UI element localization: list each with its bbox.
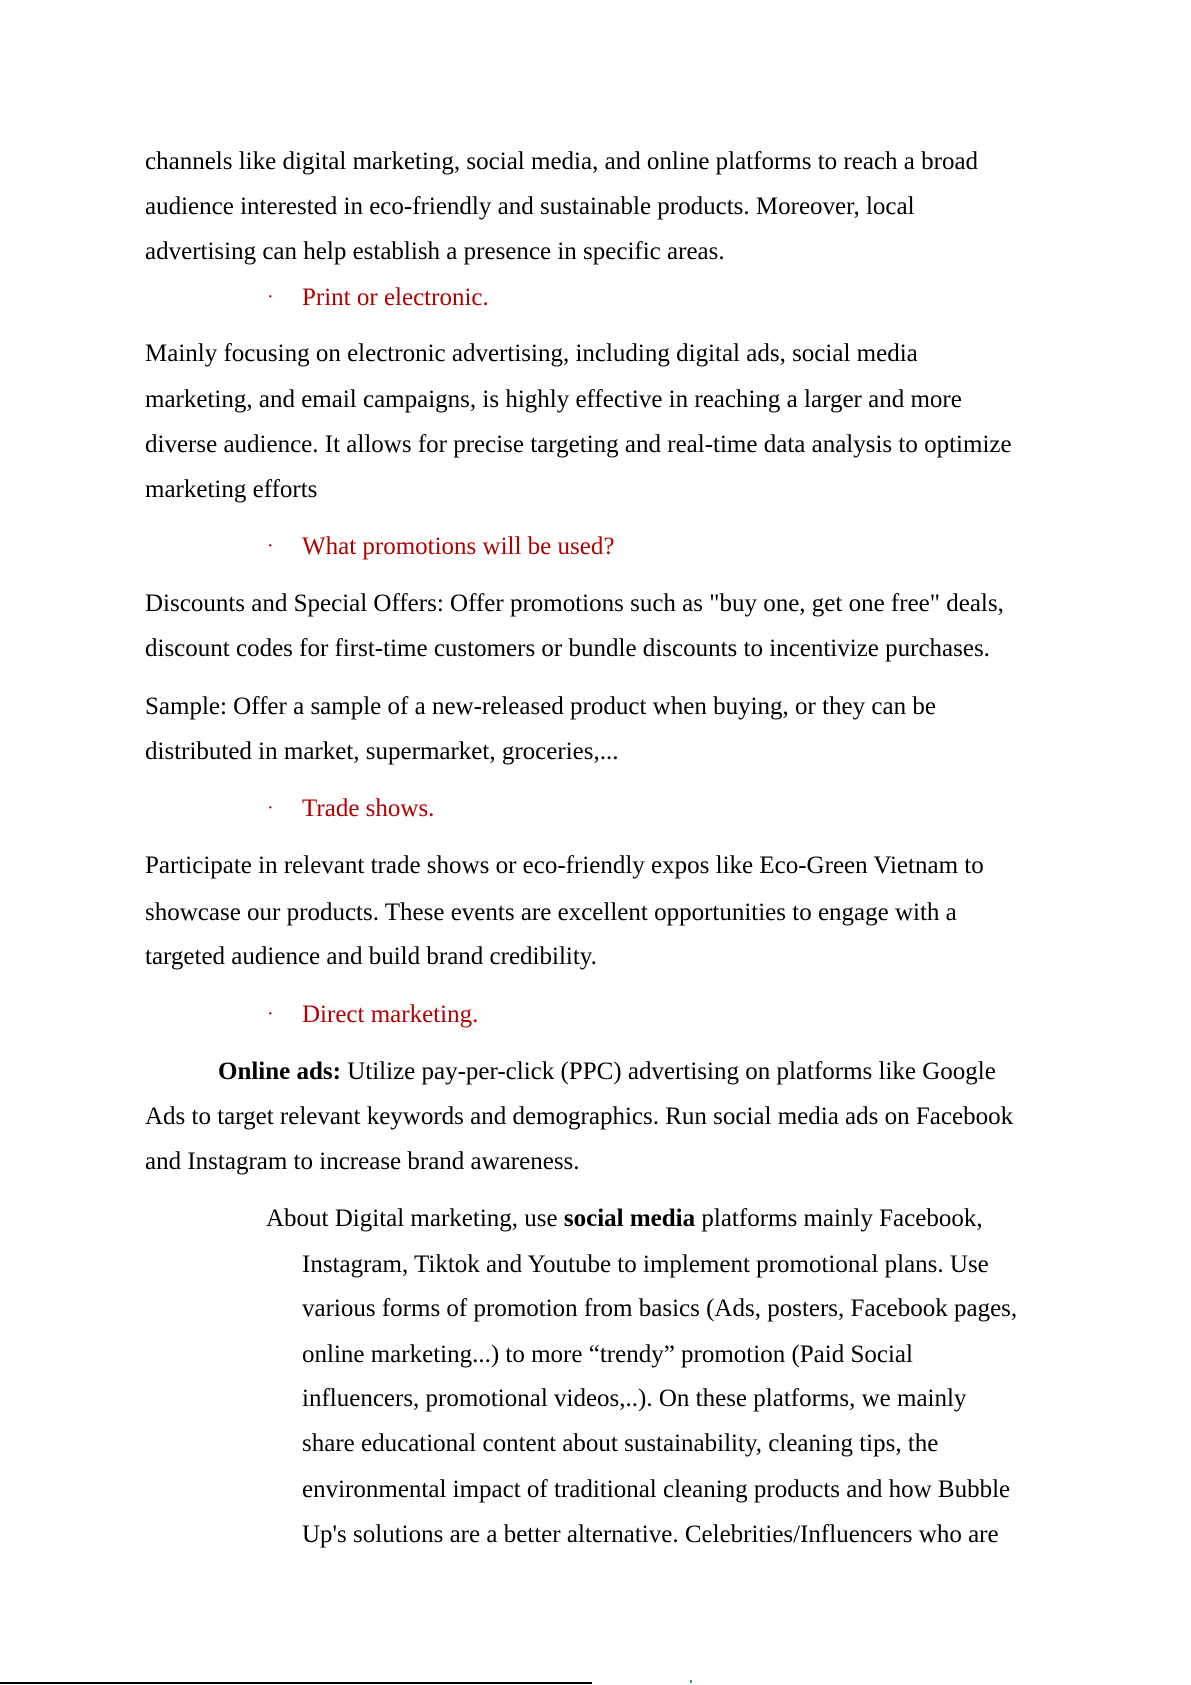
body-text-line: targeted audience and build brand credibility. [145, 943, 597, 970]
body-text-line: Mainly focusing on electronic advertising, including digital ads, social media [145, 340, 918, 367]
section-heading-print-or-electronic: Print or electronic. [302, 284, 489, 311]
online-ads-label: Online ads: [218, 1058, 341, 1085]
body-text-line: discount codes for first-time customers or bundle discounts to incentivize purchases. [145, 635, 990, 662]
body-text: About Digital marketing, use [266, 1205, 564, 1232]
bullet-icon: · [267, 1003, 274, 1025]
body-text-line: online marketing...) to more “trendy” promotion (Paid Social [302, 1341, 913, 1368]
social-media-bold: social media [563, 1205, 696, 1232]
body-text-line: marketing efforts [145, 476, 318, 503]
body-text-line: distributed in market, supermarket, groceries,... [145, 738, 619, 765]
body-text-line: channels like digital marketing, social media, and online platforms to reach a broad [145, 148, 979, 175]
section-heading-trade-shows: Trade shows. [302, 795, 435, 822]
body-text-line: and Instagram to increase brand awareness. [145, 1148, 580, 1175]
body-text-line: Up's solutions are a better alternative. Celebrities/Influencers who are [302, 1521, 999, 1548]
footer-mark [690, 1680, 692, 1683]
body-text-line: showcase our products. These events are excellent opportunities to engage with a [145, 899, 957, 926]
body-text: platforms mainly Facebook, [695, 1205, 983, 1232]
body-text-line: share educational content about sustainability, cleaning tips, the [302, 1430, 939, 1457]
body-text: Utilize pay-per-click (PPC) advertising on platforms like Google [340, 1058, 996, 1085]
body-text-line: Sample: Offer a sample of a new-released product when buying, or they can be [145, 693, 936, 720]
body-text-line: Ads to target relevant keywords and demographics. Run social media ads on Facebook [145, 1103, 1014, 1130]
body-text-line: Participate in relevant trade shows or eco-friendly expos like Eco-Green Vietnam to [145, 852, 984, 879]
body-text-line: Instagram, Tiktok and Youtube to implement promotional plans. Use [302, 1251, 989, 1278]
body-text-line: advertising can help establish a presence in specific areas. [145, 238, 725, 265]
bullet-icon: · [267, 797, 274, 819]
body-text-line: diverse audience. It allows for precise targeting and real-time data analysis to optimize [145, 431, 1012, 458]
bullet-icon: · [267, 535, 274, 557]
body-text-line: audience interested in eco-friendly and sustainable products. Moreover, local [145, 193, 915, 220]
body-text-line: various forms of promotion from basics (Ads, posters, Facebook pages, [302, 1295, 1018, 1322]
digital-marketing-line [266, 1204, 983, 1234]
body-text-line: Discounts and Special Offers: Offer promotions such as "buy one, get one free" deals, [145, 590, 1004, 617]
section-heading-promotions: What promotions will be used? [302, 533, 615, 560]
section-heading-direct-marketing: Direct marketing. [302, 1001, 479, 1028]
footer-rule [0, 1682, 592, 1684]
body-text-line: influencers, promotional videos,..). On these platforms, we mainly [302, 1385, 967, 1412]
body-text-line: environmental impact of traditional cleaning products and how Bubble [302, 1476, 1011, 1503]
online-ads-line [218, 1057, 996, 1087]
body-text-line: marketing, and email campaigns, is highly effective in reaching a larger and more [145, 386, 962, 413]
bullet-icon: · [267, 286, 274, 308]
